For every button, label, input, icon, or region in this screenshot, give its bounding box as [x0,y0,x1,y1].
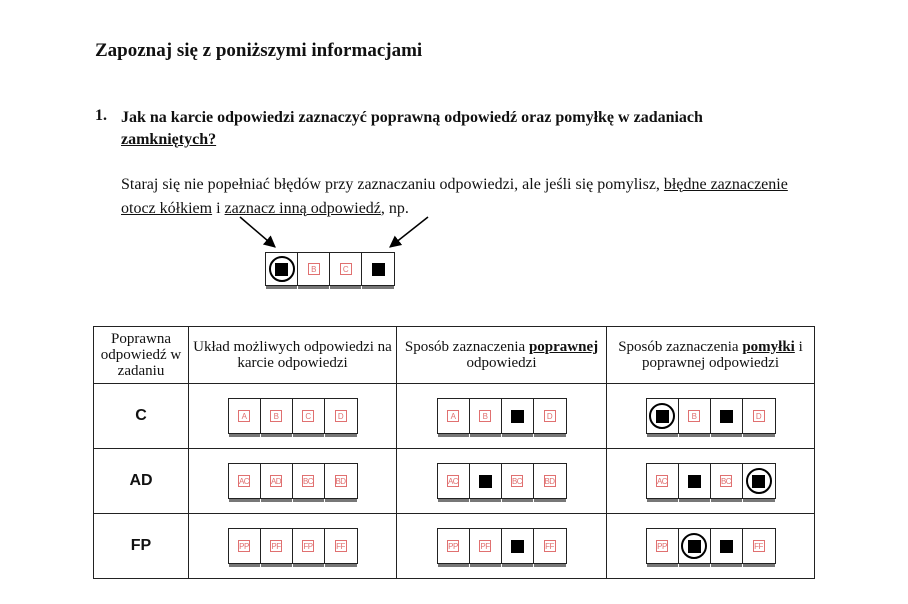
question-line-2: zamkniętych? [121,131,217,148]
filled-mark [479,475,492,488]
example-answer-strip [265,252,395,286]
table-row [94,384,815,449]
option-label: AD [270,476,282,486]
correct-cell [397,514,607,579]
answer-box [679,529,711,563]
instruction-underlined-2: zaznacz inną odpowiedź [224,200,381,217]
answer-box [470,399,502,433]
header-correct-answer: Poprawna odpowiedź w zadaniu [94,327,189,384]
option-label: BD [544,476,555,486]
answer-strip [646,463,776,499]
option-label: BC [720,476,732,486]
header-col4-pre: Sposób zaznaczenia [618,339,743,355]
mistake-cell [607,514,815,579]
instruction-underlined-1: błędne zaznaczenie otocz kółkiem [121,176,788,217]
header-col4-bold: pomyłki [742,339,795,355]
header-layout: Układ możliwych odpowiedzi na karcie odpowiedzi [189,327,397,384]
option-label: BC [511,476,523,486]
arrow-to-circled-mark [240,217,275,247]
answer-box [679,399,711,433]
option-label: B [308,263,320,275]
answer-cell: C [94,384,189,449]
option-label: FF [754,541,763,551]
answer-box [438,529,470,563]
option-label: B [688,410,700,422]
option-label: A [238,410,250,422]
option-label: PF [271,541,281,551]
answer-box [362,253,394,285]
answer-strip [437,463,567,499]
mistake-circle [269,256,295,282]
instruction-mid: i [212,200,225,217]
answer-box [229,529,261,563]
answer-cell: AD [94,449,189,514]
answer-box [711,399,743,433]
filled-mark [372,263,385,276]
instruction-part-1: Staraj się nie popełniać błędów przy zaznaczaniu odpowiedzi, ale jeśli się pomylisz, [121,176,664,193]
option-label: AC [447,476,459,486]
answer-strip [228,528,358,564]
answer-marking-table [93,326,815,579]
header-mistake-marking [607,327,815,384]
option-label: C [302,410,314,422]
header-correct-marking [397,327,607,384]
layout-cell [189,514,397,579]
filled-mark [688,540,701,553]
answer-box [502,529,534,563]
mistake-cell [607,384,815,449]
table-row [94,514,815,579]
answer-box [229,464,261,498]
answer-box [711,464,743,498]
arrow-to-new-mark [390,217,428,247]
answer-box [293,529,325,563]
option-label: PP [239,541,249,551]
answer-box [261,529,293,563]
question-line-1: Jak na karcie odpowiedzi zaznaczyć poprawną odpowiedź oraz pomyłkę w zadaniach [121,109,703,126]
answer-box [325,529,357,563]
option-label: FP [303,541,313,551]
answer-box [743,529,775,563]
filled-mark [656,410,669,423]
option-label: AC [656,476,668,486]
filled-mark [720,410,733,423]
option-label: BC [302,476,314,486]
option-label: D [753,410,765,422]
answer-box [534,464,566,498]
question-number: 1. [95,107,107,124]
answer-box [679,464,711,498]
answer-strip [646,528,776,564]
answer-box [534,529,566,563]
filled-mark [511,410,524,423]
answer-box [438,464,470,498]
answer-box [325,399,357,433]
correct-cell [397,449,607,514]
answer-box [534,399,566,433]
filled-mark [511,540,524,553]
answer-box [298,253,330,285]
filled-mark [720,540,733,553]
instruction-end: , np. [380,200,409,217]
filled-mark [275,263,288,276]
option-label: B [270,410,282,422]
answer-box [261,464,293,498]
mistake-cell [607,449,815,514]
option-label: FF [336,541,345,551]
layout-cell [189,449,397,514]
header-col3-pre: Sposób zaznaczenia [404,339,529,355]
answer-box [438,399,470,433]
option-label: AC [238,476,250,486]
answer-box [647,464,679,498]
option-label: D [544,410,556,422]
page-heading: Zapoznaj się z poniższymi informacjami [95,40,423,61]
answer-box [330,253,362,285]
table-header-row [94,327,815,384]
mistake-circle [649,403,675,429]
option-label: BD [335,476,346,486]
answer-box [502,399,534,433]
answer-box [266,253,298,285]
correct-cell [397,384,607,449]
option-label: B [479,410,491,422]
answer-strip [228,463,358,499]
option-label: PP [448,541,458,551]
answer-strip [228,398,358,434]
answer-box [502,464,534,498]
answer-box [261,399,293,433]
filled-mark [688,475,701,488]
option-label: FF [545,541,554,551]
table-row [94,449,815,514]
answer-cell: FP [94,514,189,579]
answer-box [743,464,775,498]
filled-mark [752,475,765,488]
option-label: PP [657,541,667,551]
answer-box [711,529,743,563]
option-label: D [335,410,347,422]
option-label: C [340,263,352,275]
answer-strip [437,398,567,434]
answer-box [325,464,357,498]
answer-box [229,399,261,433]
header-col3-post: odpowiedzi [466,355,537,371]
answer-strip [437,528,567,564]
answer-box [470,529,502,563]
answer-box [293,399,325,433]
answer-box [470,464,502,498]
layout-cell [189,384,397,449]
answer-box [743,399,775,433]
option-label: A [447,410,459,422]
option-label: PF [480,541,490,551]
answer-box [293,464,325,498]
answer-strip [646,398,776,434]
header-col4-post: i poprawnej odpowiedzi [641,339,803,371]
answer-box [647,399,679,433]
answer-box [647,529,679,563]
header-col3-bold: poprawnej [528,339,599,355]
mistake-circle [746,468,772,494]
mistake-circle [681,533,707,559]
